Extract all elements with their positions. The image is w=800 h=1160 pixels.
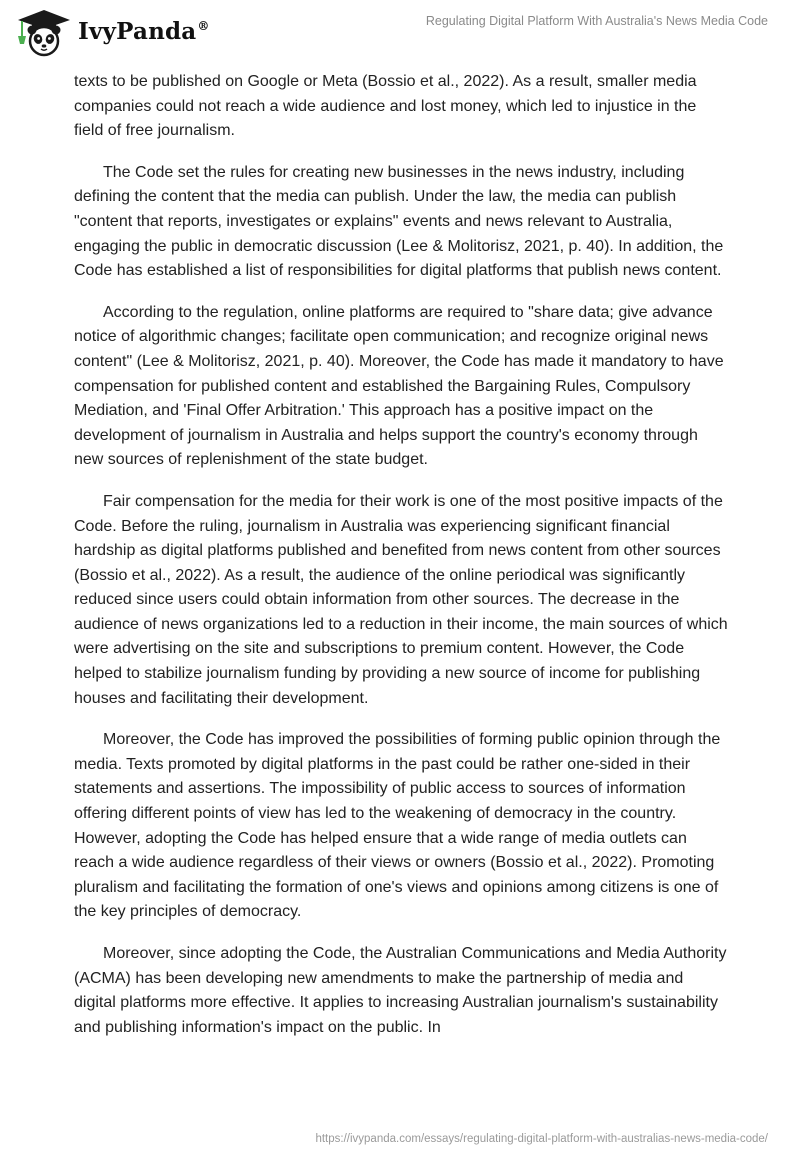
paragraph: Fair compensation for the media for their work is one of the most positive impacts of the Code. Before the ruling, journalism in Australia was experiencing significant financial hardship as digital platforms published and benefited from news content from other sources (Bossio et al., 2022). As a result, the audience of the online periodical was significantly reduced since users could obtain information from other sources. The decrease in the audience of news organizations led to a reduction in their income, the main sources of which were advertising on the site and subscriptions to premium content. However, the Code helped to stabilize journalism funding by providing a new source of income for publishing houses and facilitating their development. — [74, 492, 728, 707]
page-header — [0, 0, 800, 70]
paragraph: According to the regulation, online platforms are required to "share data; give advance notice of algorithmic changes; facilitate open communication; and recognize original news content" (Lee & Molitorisz, 2021, p. 40). Moreover, the Code has made it mandatory to have compensation for published content and established the Bargaining Rules, Compulsory Mediation, and 'Final Offer Arbitration.' This approach has a positive impact on the development of journalism in Australia and helps support the country's economy through new sources of replenishment of the state budget. — [74, 303, 724, 469]
ivypanda-logo[interactable] — [14, 8, 210, 58]
source-url[interactable]: https://ivypanda.com/essays/regulating-digital-platform-with-australias-news-media-code/ — [315, 1133, 768, 1145]
paragraph-continuation: texts to be published on Google or Meta (Bossio et al., 2022). As a result, smaller media companies could not reach a wide audience and lost money, which led to injustice in the field of free journalism. — [74, 73, 697, 140]
paragraph: Moreover, the Code has improved the possibilities of forming public opinion through the media. Texts promoted by digital platforms in the past could be rather one-sided in their statements and assertions. The impossibility of public access to sources of information offering different points of view has led to the weakening of democracy in the country. However, adopting the Code has helped ensure that a wide range of media outlets can reach a wide audience regardless of their views or owners (Bossio et al., 2022). Promoting pluralism and facilitating the formation of one's views and opinions among citizens is one of the key principles of democracy. — [74, 731, 721, 921]
essay-body — [74, 70, 728, 1057]
paragraph: The Code set the rules for creating new businesses in the news industry, including defining the content that the media can publish. Under the law, the media can publish "content that reports, investigates or explains" events and news relevant to Australia, engaging the public in democratic discussion (Lee & Molitorisz, 2021, p. 40). In addition, the Code has established a list of responsibilities for digital platforms that publish news content. — [74, 163, 724, 280]
document-title: Regulating Digital Platform With Australia's News Media Code — [425, 14, 768, 28]
registered-mark: ® — [197, 18, 210, 33]
paragraph: Moreover, since adopting the Code, the Australian Communications and Media Authority (ACMA) has been developing new amendments to make the partnership of media and digital platforms more effective. It applies to increasing Australian journalism's sustainability and publishing information's impact on the public. In — [74, 945, 727, 1036]
brand-name: IvyPanda® — [78, 17, 210, 45]
panda-graduation-cap-icon — [14, 8, 74, 58]
